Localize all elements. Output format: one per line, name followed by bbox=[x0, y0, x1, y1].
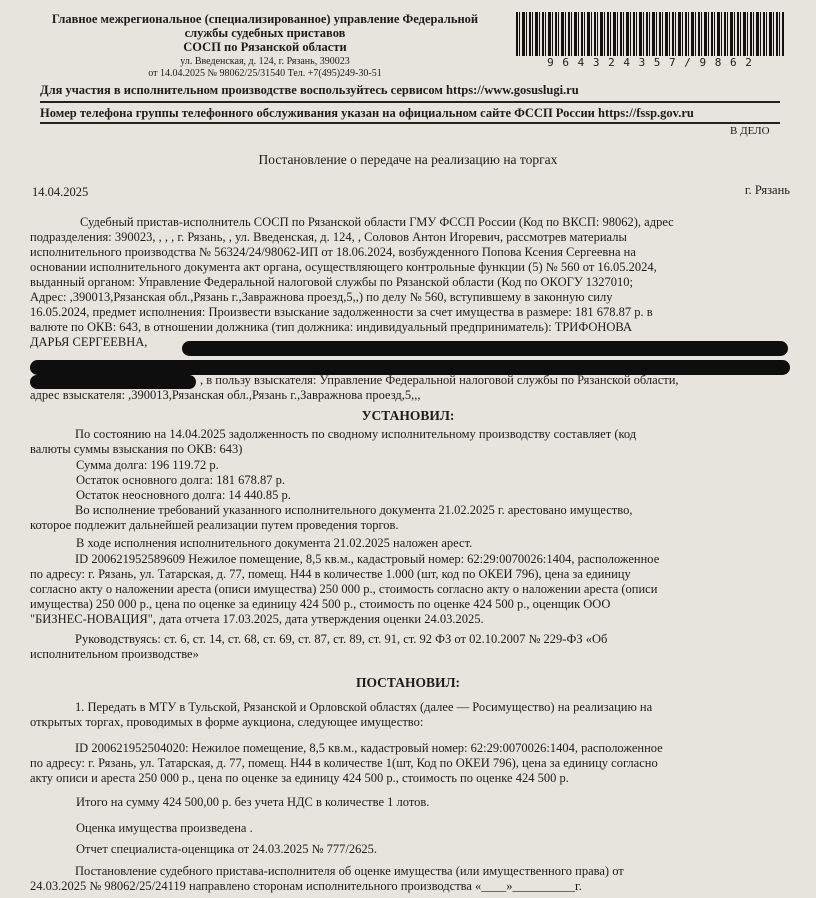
intro-line: исполнительного производства № 56324/24/98062-ИП от 18.06.2024, возбужденного Попова Ксения Сергеевна на bbox=[30, 245, 636, 259]
intro-line: подразделения: 390023, , , , г. Рязань, , ул. Введенская, д. 124, , Соловов Антон Игоревич, рассмотрев материалы bbox=[30, 230, 627, 244]
org-name bbox=[30, 12, 500, 54]
arrest-line: которое подлежит дальнейшей реализации путем проведения торгов. bbox=[30, 518, 399, 532]
state-line: валюты суммы взыскания по ОКВ: 643) bbox=[30, 442, 243, 456]
section-established: УСТАНОВИЛ: bbox=[361, 408, 455, 423]
state-line: По состоянию на 14.04.2025 задолженность по сводному исполнительному производству составляет (код bbox=[75, 427, 637, 441]
document-title: Постановление о передаче на реализацию на торгах bbox=[258, 152, 558, 167]
divider bbox=[40, 122, 780, 124]
item2-paragraph bbox=[30, 741, 790, 786]
amounts bbox=[76, 458, 291, 503]
intro-line: Адрес: ,390013,Рязанская обл.,Рязань г.,Завражнова проезд,5,,) по делу № 560, вступившему в законную силу bbox=[30, 290, 613, 304]
assessment-line: Оценка имущества произведена . bbox=[76, 821, 253, 835]
decision-line: 1. Передать в МТУ в Тульской, Рязанской и Орловской областях (далее — Росимущество) на реализацию на bbox=[75, 700, 653, 714]
final-line: Постановление судебного пристава-исполнителя об оценке имущества (или имущественного права) от bbox=[75, 864, 624, 878]
final-line: 24.03.2025 № 98062/25/24119 направлено сторонам исполнительного производства «____»__________г. bbox=[30, 879, 582, 893]
gosuslugi-note: Для участия в исполнительном производстве воспользуйтесь сервисом https://www.gosuslugi.ru bbox=[40, 83, 579, 97]
guided-line: Руководствуясь: ст. 6, ст. 14, ст. 68, ст. 69, ст. 87, ст. 89, ст. 91, ст. 92 ФЗ от 02.10.2007 № 229-ФЗ «Об bbox=[75, 632, 608, 646]
report-line: Отчет специалиста-оценщика от 24.03.2025 № 777/2625. bbox=[76, 842, 378, 856]
guided-line: исполнительном производстве» bbox=[30, 647, 199, 661]
item1-paragraph bbox=[30, 552, 790, 627]
final-paragraph bbox=[30, 864, 790, 894]
intro-tail-2: адрес взыскателя: ,390013,Рязанская обл.,Рязань г.,Завражнова проезд,5,,, bbox=[30, 388, 421, 402]
guided-paragraph bbox=[30, 632, 790, 662]
item2-line: по адресу: г. Рязань, ул. Татарская, д. 77, помещ. Н44 в количестве 1(шт, Код по ОКЕИ 796), цена за единицу согласно bbox=[30, 756, 658, 770]
address-line: ул. Введенская, д. 124, г. Рязань, 390023 bbox=[180, 56, 350, 67]
document-city: г. Рязань bbox=[744, 183, 790, 197]
redaction-bar bbox=[182, 341, 788, 356]
intro-line: Судебный пристав-исполнитель СОСП по Рязанской области ГМУ ФССП России (Код по ВКСП: 98062), адрес bbox=[80, 215, 674, 229]
total-line: Итого на сумму 424 500,00 р. без учета НДС в количестве 1 лотов. bbox=[76, 795, 430, 809]
debt-other: Остаток неосновного долга: 14 440.85 р. bbox=[76, 488, 291, 502]
v-delo-mark: В ДЕЛО bbox=[730, 125, 770, 137]
intro-line: 16.05.2024, предмет исполнения: Произвести взыскание задолженности за счет имущества в размере: 181 678.87 р. в bbox=[30, 305, 653, 319]
item1-line: по адресу: г. Рязань, ул. Татарская, д. 77, помещ. Н44 в количестве 1.000 (шт, код по ОКЕИ 796), цена за единицу bbox=[30, 567, 631, 581]
intro-line: валюте по ОКВ: 643, в отношении должника (тип должника: индивидуальный предприниматель): ТРИФОНОВА bbox=[30, 320, 633, 334]
barcode-image bbox=[516, 12, 784, 56]
intro-line: основании исполнительного документа акт органа, осуществляющего контрольные функции (5) № 560 от 16.05.2024, bbox=[30, 260, 657, 274]
decision-line: открытых торгах, проводимых в форме аукциона, следующее имущество: bbox=[30, 715, 424, 729]
item1-line: имущества) 250 000 р., цена по оценке за единицу 424 500 р., стоимость по оценке 424 500 р., оценщик ООО bbox=[30, 597, 611, 611]
intro-line: выданный органом: Управление Федеральной налоговой службы по Рязанской области (Код по ОКОГУ 1327010; bbox=[30, 275, 634, 289]
barcode-number: 9 6 4 3 2 4 3 5 7 / 9 8 6 2 bbox=[547, 56, 753, 69]
decision-paragraph bbox=[30, 700, 790, 730]
intro-paragraph bbox=[30, 215, 790, 350]
item2-line: акту описи и ареста 250 000 р., цена по оценке за единицу 424 500 р., стоимость по оценке 424 500 р. bbox=[30, 771, 569, 785]
org-line-3: СОСП по Рязанской области bbox=[183, 40, 347, 54]
intro-line: ДАРЬЯ СЕРГЕЕВНА, bbox=[30, 335, 148, 349]
org-line-1: Главное межрегиональное (специализированное) управление Федеральной bbox=[51, 12, 479, 26]
org-line-2: службы судебных приставов bbox=[184, 26, 346, 40]
phone-note: Номер телефона группы телефонного обслуживания указан на официальном сайте ФССП России https://fssp.gov.ru bbox=[40, 106, 694, 120]
document-date: 14.04.2025 bbox=[32, 185, 89, 199]
item1-line: ID 200621952589609 Нежилое помещение, 8,5 кв.м., кадастровый номер: 62:29:0070026:1404, расположенное bbox=[75, 552, 660, 566]
intro-tail-1: , в пользу взыскателя: Управление Федеральной налоговой службы по Рязанской области, bbox=[200, 373, 679, 387]
org-address bbox=[30, 56, 500, 80]
arrest-line: Во исполнение требований указанного исполнительного документа 21.02.2025 г. арестовано имущество, bbox=[75, 503, 633, 517]
item1-line: согласно акту о наложении ареста (описи имущества) 250 000 р., стоимость согласно акту о наложении ареста (описи bbox=[30, 582, 658, 596]
debt-total: Сумма долга: 196 119.72 р. bbox=[76, 458, 219, 472]
item1-line: "БИЗНЕС-НОВАЦИЯ", дата отчета 17.03.2025, дата утверждения оценки 24.03.2025. bbox=[30, 612, 484, 626]
section-resolved: ПОСТАНОВИЛ: bbox=[355, 675, 461, 690]
redaction-bar bbox=[30, 375, 196, 389]
registration-line: от 14.04.2025 № 98062/25/31540 Тел. +7(495)249-30-51 bbox=[148, 68, 382, 79]
item2-line: ID 200621952504020: Нежилое помещение, 8,5 кв.м., кадастровый номер: 62:29:0070026:1404, расположенное bbox=[75, 741, 663, 755]
divider bbox=[40, 101, 780, 103]
arrest-note: В ходе исполнения исполнительного документа 21.02.2025 наложен арест. bbox=[76, 536, 473, 550]
state-paragraph bbox=[30, 427, 790, 457]
debt-main: Остаток основного долга: 181 678.87 р. bbox=[76, 473, 285, 487]
arrest-paragraph bbox=[30, 503, 790, 533]
